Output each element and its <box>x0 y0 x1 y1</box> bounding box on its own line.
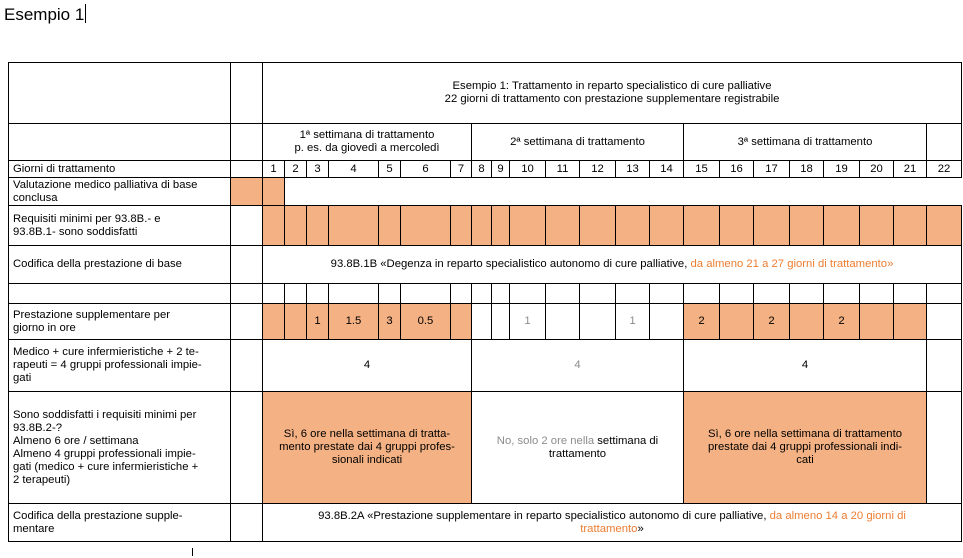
prestazione-label: Prestazione supplementare per giorno in ore <box>9 304 231 340</box>
gruppi-label: Medico + cure infermieristiche + 2 te- rapeuti = 4 gruppi professionali impie- gati <box>9 340 231 392</box>
title-row <box>9 63 963 124</box>
codifica-base-text: 93.8B.1B «Degenza in reparto specialistico autonomo di cure palliative, da almeno 21 a 27 giorni di trattamento» <box>263 246 962 284</box>
hour-cell <box>492 304 510 340</box>
hour-cell <box>650 304 684 340</box>
codifica-supp-row <box>9 504 963 542</box>
hour-cell <box>580 304 616 340</box>
day-cell: 20 <box>860 161 894 178</box>
page-heading: Esempio 1 <box>4 5 85 24</box>
hours-row <box>9 304 963 340</box>
day-cell: 3 <box>307 161 329 178</box>
day-cell: 21 <box>894 161 927 178</box>
answer-week-1: Sì, 6 ore nella settimana di tratta- mento prestate dai 4 gruppi profes- sionali indicati <box>263 392 472 504</box>
hour-cell <box>790 304 824 340</box>
day-cell: 22 <box>927 161 962 178</box>
day-cell: 15 <box>684 161 720 178</box>
week-1-header: 1ª settimana di trattamento p. es. da giovedì a mercoledì <box>263 124 472 161</box>
text-caret <box>85 4 86 23</box>
day-cell: 6 <box>401 161 451 178</box>
hour-cell <box>720 304 754 340</box>
highlight-cell <box>263 178 285 206</box>
day-cell: 14 <box>650 161 684 178</box>
day-cell: 17 <box>754 161 790 178</box>
groups-week-1: 4 <box>263 340 472 392</box>
day-cell: 1 <box>263 161 285 178</box>
spacer-row <box>9 284 963 304</box>
hour-cell <box>927 304 962 340</box>
hour-cell: 2 <box>824 304 860 340</box>
soddisfatti-label: Sono soddisfatti i requisiti minimi per 93.8B.2-? Almeno 6 ore / settimana Almeno 4 gruppi professionali impie- gati (medico + cure infermieristiche + 2 terapeuti) <box>9 392 231 504</box>
hour-cell <box>860 304 894 340</box>
mouse-cursor <box>192 548 193 556</box>
weeks-row <box>9 124 963 161</box>
hour-cell: 2 <box>754 304 790 340</box>
day-cell: 12 <box>580 161 616 178</box>
hour-cell: 1 <box>510 304 546 340</box>
day-cell: 16 <box>720 161 754 178</box>
hour-cell <box>546 304 580 340</box>
day-cell: 9 <box>492 161 510 178</box>
day-cell: 19 <box>824 161 860 178</box>
example-table <box>8 62 963 542</box>
hour-cell <box>451 304 472 340</box>
answer-week-2: No, solo 2 ore nella settimana di trattamento <box>472 392 684 504</box>
empty-cell <box>285 178 962 206</box>
highlight-cell <box>231 178 263 206</box>
table-title: Esempio 1: Trattamento in reparto specialistico di cure palliative 22 giorni di trattamento con prestazione supplementare registrabile <box>263 63 962 124</box>
week-2-header: 2ª settimana di trattamento <box>472 124 684 161</box>
day-cell: 8 <box>472 161 492 178</box>
day-cell: 13 <box>616 161 650 178</box>
days-row <box>9 161 963 178</box>
day-cell: 5 <box>379 161 401 178</box>
hour-cell <box>472 304 492 340</box>
requisiti-label: Requisiti minimi per 93.8B.- e 93.8B.1- sono soddisfatti <box>9 206 231 246</box>
valutazione-label: Valutazione medico palliativa di base conclusa <box>9 178 231 206</box>
requisiti-row <box>9 206 963 246</box>
hour-cell: 1 <box>616 304 650 340</box>
day-cell: 10 <box>510 161 546 178</box>
day-cell: 7 <box>451 161 472 178</box>
valutazione-row <box>9 178 963 206</box>
codifica-supp-label: Codifica della prestazione supple- mentare <box>9 504 231 542</box>
hour-cell <box>263 304 285 340</box>
day-cell: 4 <box>329 161 379 178</box>
codifica-base-row <box>9 246 963 284</box>
codifica-supp-text: 93.8B.2A «Prestazione supplementare in reparto specialistico autonomo di cure palliative, da almeno 14 a 20 giorni di trattamento» <box>263 504 962 542</box>
day-cell: 11 <box>546 161 580 178</box>
groups-row <box>9 340 963 392</box>
hour-cell: 1.5 <box>329 304 379 340</box>
days-label: Giorni di trattamento <box>9 161 231 178</box>
day-cell: 2 <box>285 161 307 178</box>
hour-cell: 3 <box>379 304 401 340</box>
codifica-base-label: Codifica della prestazione di base <box>9 246 231 284</box>
hour-cell: 2 <box>684 304 720 340</box>
groups-week-3: 4 <box>684 340 927 392</box>
day-cell: 18 <box>790 161 824 178</box>
hour-cell <box>285 304 307 340</box>
soddisfatti-row <box>9 392 963 504</box>
hour-cell: 0.5 <box>401 304 451 340</box>
week-3-header: 3ª settimana di trattamento <box>684 124 927 161</box>
groups-week-2: 4 <box>472 340 684 392</box>
answer-week-3: Sì, 6 ore nella settimana di trattamento prestate dai 4 gruppi professionali indi- cati <box>684 392 927 504</box>
hour-cell: 1 <box>307 304 329 340</box>
hour-cell <box>894 304 927 340</box>
